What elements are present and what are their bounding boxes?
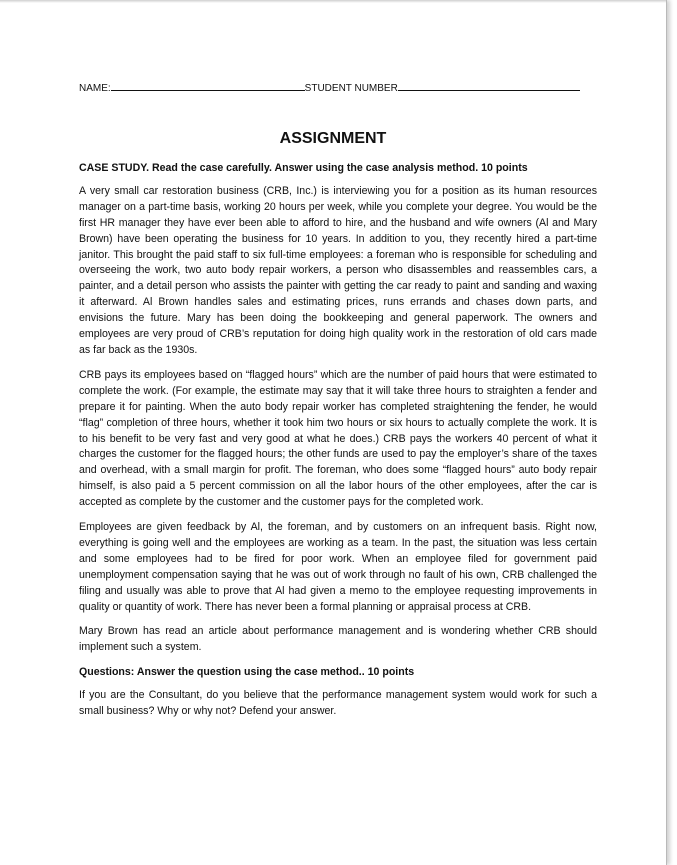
paragraph-business-overview: A very small car restoration business (CRB, Inc.) is interviewing you for a position as its human resources manager on a part-time basis, working 20 hours per week, while you complete your degree. You would be the first HR manager they have ever been able to afford to hire, and the husband and wife owners (Al and Mary Brown) have been operating the business for 10 years. In addition to you, they recently hired a part-time janitor. This brought the paid staff to six full-time employees: a foreman who is responsible for scheduling and overseeing the work, two auto body repair workers, a person who disassembles and reassembles cars, a painter, and a detail person who assists the painter with getting the car ready to paint and sanding and waxing it afterward. Al Brown handles sales and estimating prices, runs errands and chases down parts, and envisions the future. Mary has been doing the bookkeeping and general paperwork. The owners and employees are very proud of CRB’s reputation for doing high quality work in the restoration of old cars made as far back as the 1930s.	[79, 184, 597, 356]
name-blank-field	[111, 80, 305, 91]
questions-heading: Questions: Answer the question using the case method.. 10 points	[79, 666, 415, 679]
paragraph-performance-management: Mary Brown has read an article about performance management and is wondering whether CRB should implement such a system.	[79, 625, 597, 654]
student-number-label: STUDENT NUMBER	[304, 83, 398, 94]
assignment-title: ASSIGNMENT	[279, 130, 387, 147]
page-top-shadow	[0, 0, 666, 3]
student-info-line	[79, 80, 599, 95]
paragraph-flagged-hours: CRB pays its employees based on “flagged hours” which are the number of paid hours that were estimated to complete the work. (For example, the estimate may say that it will take three hours to straighten a fender and prepare it for painting. When the auto body repair worker has completed straightening the fender, he would “flag” completion of three hours, whether it took him two hours or six hours to actually complete the work. It is to his benefit to be very fast and very good at what he does.) CRB pays the workers 40 percent of what it charges the customer for the flagged hours; the other funds are used to pay the employer’s share of the taxes and overhead, with a small margin for profit. The foreman, who does some “flagged hours” auto body repair himself, is also paid a 5 percent commission on all the labor hours of the other employees, after the car is accepted as complete by the customer and the customer pays for the completed work.	[79, 368, 597, 509]
document-body	[79, 161, 597, 729]
case-study-heading: CASE STUDY. Read the case carefully. Answer using the case analysis method. 10 points	[79, 162, 528, 174]
paragraph-feedback: Employees are given feedback by Al, the foreman, and by customers on an infrequent basis. Right now, everything is going well and the employees are working as a team. In the past, the situation was less certain and some employees had to be fired for poor work. When an employee filed for government paid unemployment compensation saying that he was out of work through no fault of his own, CRB challenged the filing and usually was able to prove that Al had given a memo to the employee requesting improvements in quality or quantity of work. There has never been a formal planning or appraisal process at CRB.	[79, 521, 597, 613]
question-text: If you are the Consultant, do you believe that the performance management system would work for such a small business? Why or why not? Defend your answer.	[79, 689, 597, 718]
student-number-blank-field	[398, 80, 580, 91]
name-label: NAME:	[79, 83, 111, 94]
